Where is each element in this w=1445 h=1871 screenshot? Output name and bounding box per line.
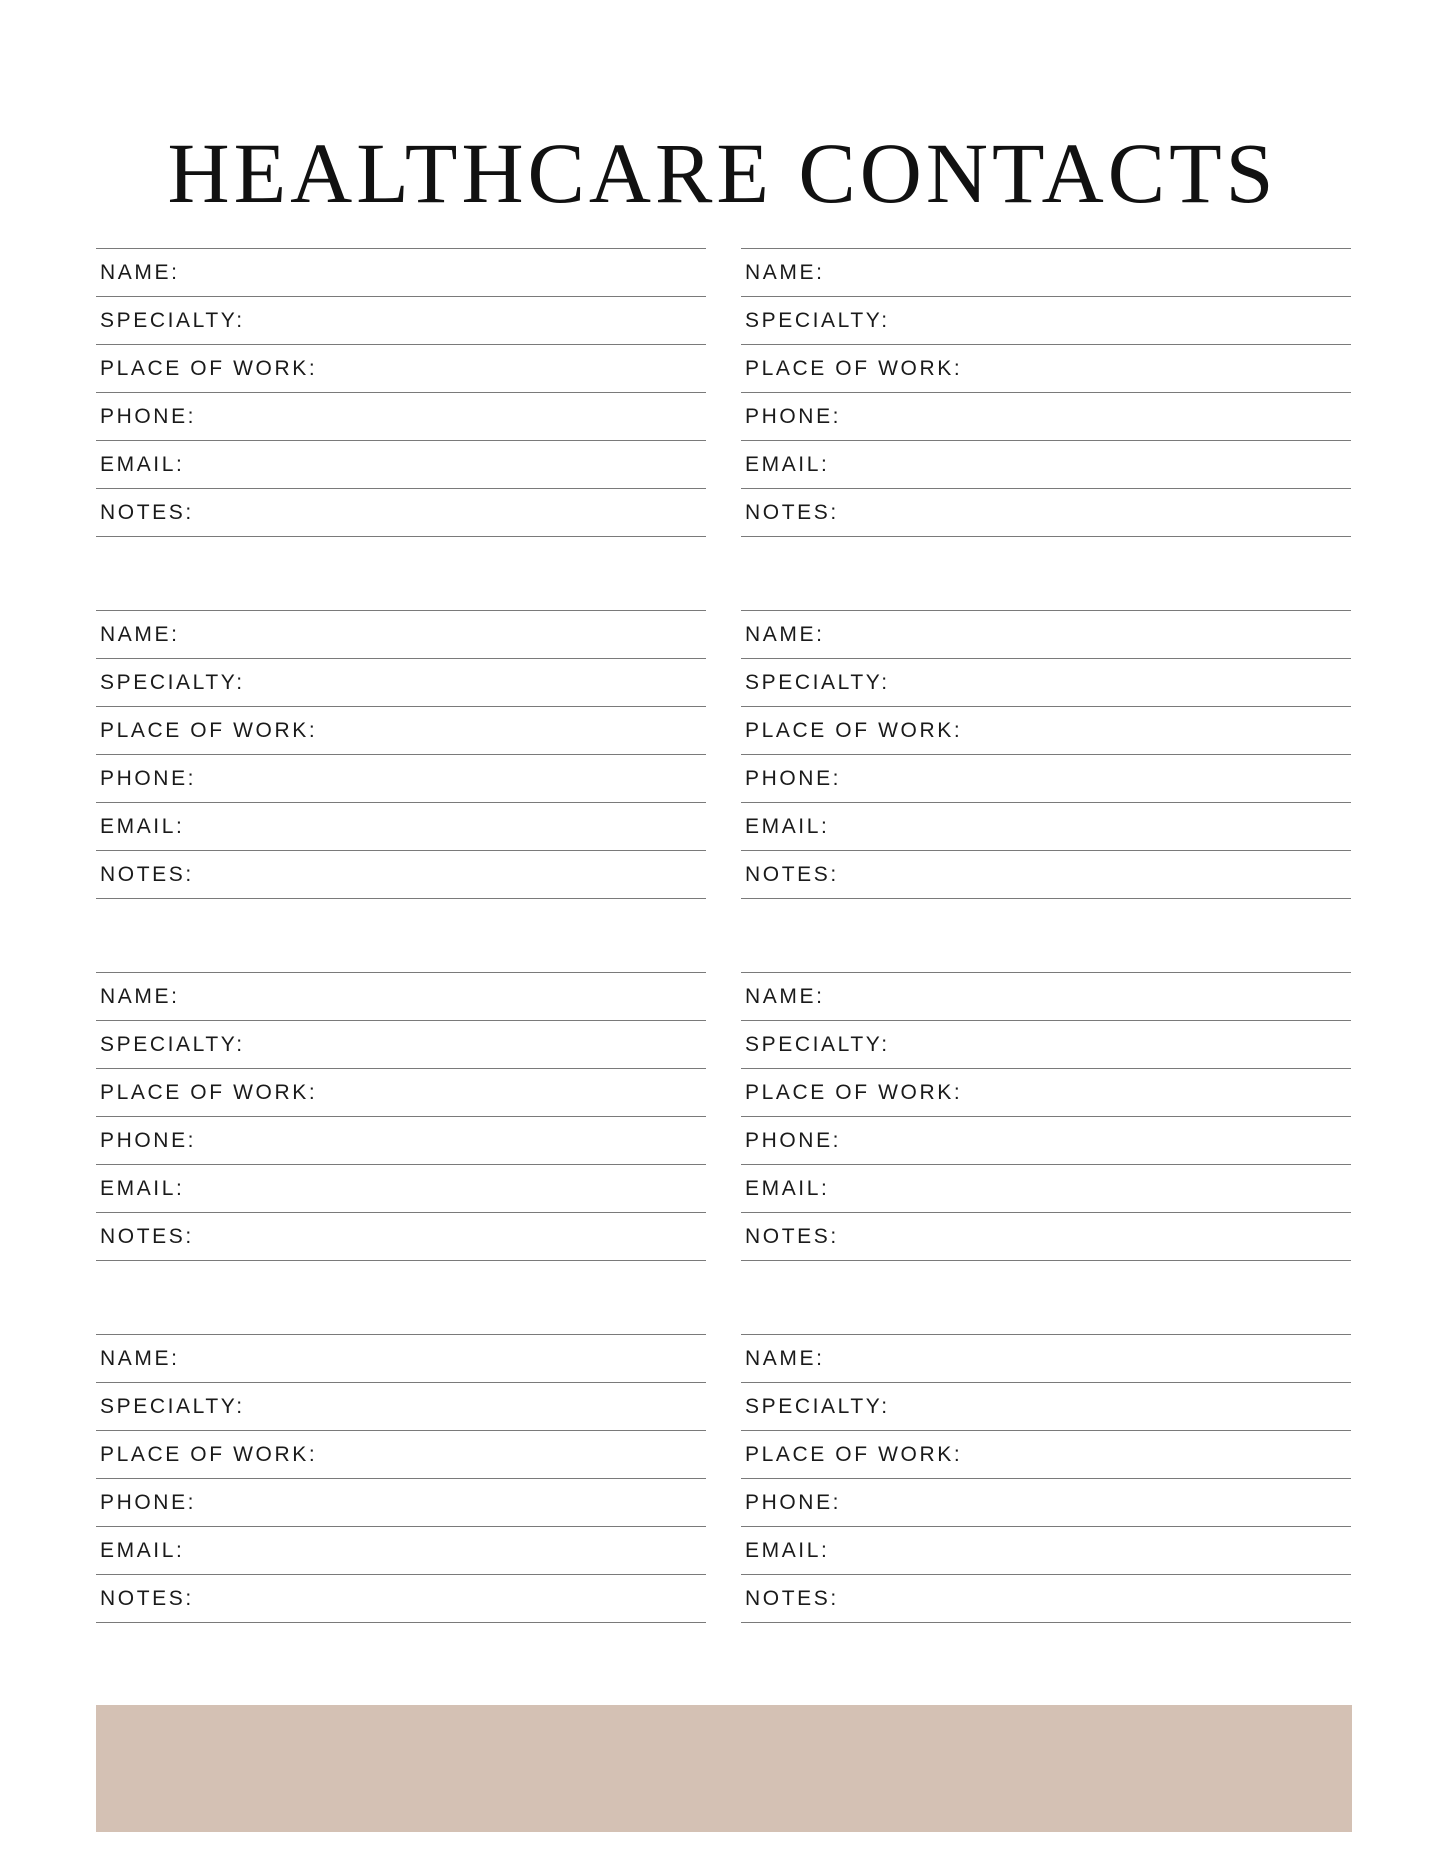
contact-card-3: [96, 610, 706, 899]
place-of-work-label: PLACE OF WORK:: [745, 1080, 963, 1104]
email-label: EMAIL:: [745, 452, 830, 476]
place-of-work-label: PLACE OF WORK:: [100, 1080, 318, 1104]
name-field[interactable]: [741, 1335, 1351, 1383]
contact-card-7: [96, 1334, 706, 1623]
contacts-grid: [96, 248, 1351, 1623]
place-of-work-label: PLACE OF WORK:: [100, 356, 318, 380]
place-of-work-field[interactable]: [741, 345, 1351, 393]
email-field[interactable]: [96, 1527, 706, 1575]
email-field[interactable]: [741, 1165, 1351, 1213]
contact-card-8: [741, 1334, 1351, 1623]
email-label: EMAIL:: [100, 1538, 185, 1562]
place-of-work-field[interactable]: [96, 1431, 706, 1479]
phone-label: PHONE:: [100, 766, 197, 790]
contact-card-4: [741, 610, 1351, 899]
specialty-field[interactable]: [96, 297, 706, 345]
notes-field[interactable]: [96, 489, 706, 537]
notes-label: NOTES:: [100, 1224, 194, 1248]
place-of-work-label: PLACE OF WORK:: [100, 1442, 318, 1466]
name-label: NAME:: [100, 622, 180, 646]
specialty-field[interactable]: [741, 1021, 1351, 1069]
name-field[interactable]: [96, 611, 706, 659]
specialty-field[interactable]: [96, 659, 706, 707]
specialty-label: SPECIALTY:: [745, 1394, 890, 1418]
email-label: EMAIL:: [745, 1538, 830, 1562]
notes-field[interactable]: [741, 1213, 1351, 1261]
notes-label: NOTES:: [100, 862, 194, 886]
phone-field[interactable]: [96, 755, 706, 803]
email-field[interactable]: [741, 803, 1351, 851]
name-field[interactable]: [741, 249, 1351, 297]
email-field[interactable]: [741, 441, 1351, 489]
notes-field[interactable]: [741, 851, 1351, 899]
phone-field[interactable]: [96, 1117, 706, 1165]
phone-label: PHONE:: [100, 404, 197, 428]
specialty-label: SPECIALTY:: [100, 1032, 245, 1056]
email-field[interactable]: [741, 1527, 1351, 1575]
phone-field[interactable]: [741, 393, 1351, 441]
name-field[interactable]: [96, 1335, 706, 1383]
notes-label: NOTES:: [745, 500, 839, 524]
place-of-work-field[interactable]: [96, 345, 706, 393]
email-label: EMAIL:: [745, 1176, 830, 1200]
phone-label: PHONE:: [745, 1128, 842, 1152]
phone-label: PHONE:: [745, 404, 842, 428]
phone-field[interactable]: [96, 393, 706, 441]
phone-field[interactable]: [741, 1117, 1351, 1165]
name-label: NAME:: [745, 622, 825, 646]
name-label: NAME:: [100, 1346, 180, 1370]
place-of-work-field[interactable]: [96, 1069, 706, 1117]
specialty-label: SPECIALTY:: [745, 670, 890, 694]
email-label: EMAIL:: [100, 1176, 185, 1200]
place-of-work-field[interactable]: [741, 707, 1351, 755]
specialty-field[interactable]: [741, 297, 1351, 345]
specialty-field[interactable]: [741, 1383, 1351, 1431]
phone-label: PHONE:: [100, 1490, 197, 1514]
phone-label: PHONE:: [100, 1128, 197, 1152]
name-field[interactable]: [96, 249, 706, 297]
specialty-label: SPECIALTY:: [745, 1032, 890, 1056]
place-of-work-field[interactable]: [96, 707, 706, 755]
place-of-work-field[interactable]: [741, 1069, 1351, 1117]
specialty-field[interactable]: [96, 1021, 706, 1069]
specialty-field[interactable]: [96, 1383, 706, 1431]
name-label: NAME:: [745, 984, 825, 1008]
page-title: HEALTHCARE CONTACTS: [167, 124, 1278, 221]
email-label: EMAIL:: [100, 452, 185, 476]
notes-field[interactable]: [96, 1213, 706, 1261]
notes-label: NOTES:: [100, 500, 194, 524]
notes-label: NOTES:: [745, 862, 839, 886]
email-field[interactable]: [96, 1165, 706, 1213]
notes-label: NOTES:: [100, 1586, 194, 1610]
name-label: NAME:: [745, 1346, 825, 1370]
place-of-work-field[interactable]: [741, 1431, 1351, 1479]
name-label: NAME:: [100, 260, 180, 284]
notes-field[interactable]: [96, 851, 706, 899]
name-field[interactable]: [96, 973, 706, 1021]
specialty-field[interactable]: [741, 659, 1351, 707]
specialty-label: SPECIALTY:: [100, 1394, 245, 1418]
contact-card-6: [741, 972, 1351, 1261]
phone-field[interactable]: [741, 755, 1351, 803]
name-label: NAME:: [100, 984, 180, 1008]
specialty-label: SPECIALTY:: [100, 308, 245, 332]
email-label: EMAIL:: [100, 814, 185, 838]
phone-field[interactable]: [96, 1479, 706, 1527]
phone-label: PHONE:: [745, 766, 842, 790]
specialty-label: SPECIALTY:: [745, 308, 890, 332]
notes-label: NOTES:: [745, 1224, 839, 1248]
specialty-label: SPECIALTY:: [100, 670, 245, 694]
name-field[interactable]: [741, 973, 1351, 1021]
phone-field[interactable]: [741, 1479, 1351, 1527]
notes-field[interactable]: [741, 489, 1351, 537]
email-field[interactable]: [96, 441, 706, 489]
email-field[interactable]: [96, 803, 706, 851]
notes-field[interactable]: [741, 1575, 1351, 1623]
contact-card-1: [96, 248, 706, 537]
email-label: EMAIL:: [745, 814, 830, 838]
phone-label: PHONE:: [745, 1490, 842, 1514]
place-of-work-label: PLACE OF WORK:: [745, 1442, 963, 1466]
footer-color-band: [96, 1705, 1352, 1832]
place-of-work-label: PLACE OF WORK:: [745, 718, 963, 742]
notes-label: NOTES:: [745, 1586, 839, 1610]
place-of-work-label: PLACE OF WORK:: [745, 356, 963, 380]
name-field[interactable]: [741, 611, 1351, 659]
contact-card-2: [741, 248, 1351, 537]
notes-field[interactable]: [96, 1575, 706, 1623]
contact-card-5: [96, 972, 706, 1261]
name-label: NAME:: [745, 260, 825, 284]
place-of-work-label: PLACE OF WORK:: [100, 718, 318, 742]
